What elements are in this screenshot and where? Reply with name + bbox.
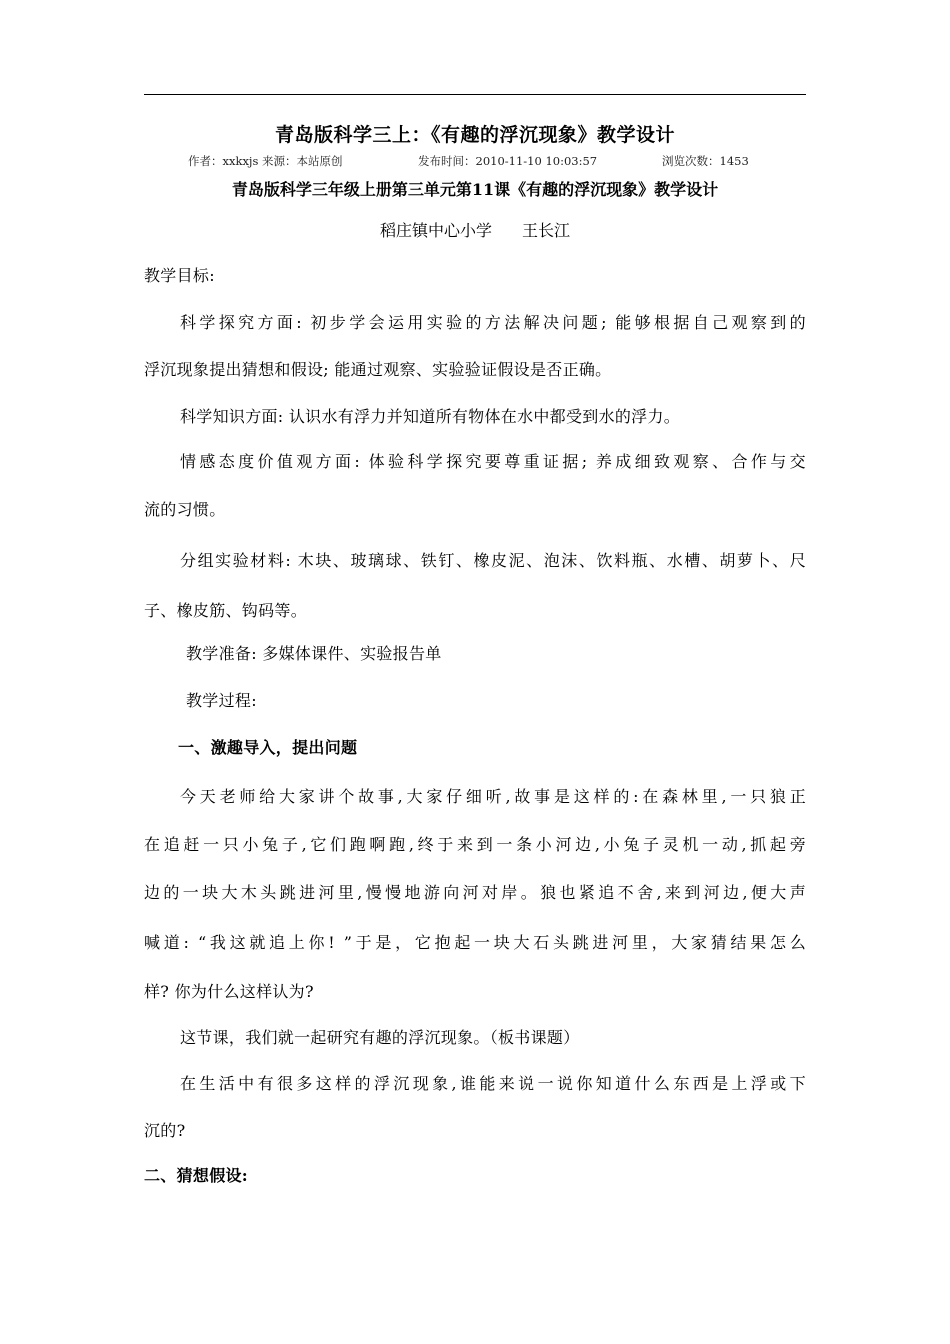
paragraph-line: 子、橡皮筋、钩码等。 <box>144 601 308 620</box>
lesson-subtitle: 青岛版科学三年级上册第三单元第11课《有趣的浮沉现象》教学设计 <box>231 180 719 199</box>
author-line <box>0 218 950 241</box>
paragraph-line: 这节课，我们就一起研究有趣的浮沉现象。（板书课题） <box>180 1028 580 1047</box>
teacher-name: 王长江 <box>522 221 571 240</box>
section-heading: 二、猜想假设: <box>144 1166 249 1185</box>
paragraph-line: 在生活中有很多这样的浮沉现象,谁能来说一说你知道什么东西是上浮或下 <box>180 1074 806 1093</box>
paragraph-line: 流的习惯。 <box>144 500 226 519</box>
paragraph-line: 科学知识方面: 认识水有浮力并知道所有物体在水中都受到水的浮力。 <box>180 407 681 426</box>
meta-published: 发布时间：2010-11-10 10:03:57 <box>418 154 598 168</box>
paragraph-line: 在追赶一只小兔子,它们跑啊跑,终于来到一条小河边,小兔子灵机一动,抓起旁 <box>144 835 806 854</box>
page-title: 青岛版科学三上：《有趣的浮沉现象》教学设计 <box>274 124 675 146</box>
paragraph-line: 科学探究方面: 初步学会运用实验的方法解决问题; 能够根据自己观察到的 <box>180 313 806 332</box>
header-rule <box>144 94 806 95</box>
meta-views: 浏览次数：1453 <box>662 154 749 168</box>
paragraph-line: 浮沉现象提出猜想和假设; 能通过观察、实验验证假设是否正确。 <box>144 360 612 379</box>
paragraph-line: 沉的? <box>144 1121 186 1140</box>
school-name: 稻庄镇中心小学 <box>379 221 492 240</box>
paragraph-line: 边的一块大木头跳进河里,慢慢地游向河对岸。狼也紧追不舍,来到河边,便大声 <box>144 883 806 902</box>
paragraph-line: 分组实验材料: 木块、玻璃球、铁钉、橡皮泥、泡沫、饮料瓶、水槽、胡萝卜、尺 <box>180 551 806 570</box>
meta-author: 作者：xxkxjs 来源：本站原创 <box>188 154 343 168</box>
section-label-process: 教学过程: <box>186 691 257 710</box>
paragraph-line: 情感态度价值观方面: 体验科学探究要尊重证据; 养成细致观察、合作与交 <box>180 452 806 471</box>
paragraph-line: 今天老师给大家讲个故事,大家仔细听,故事是这样的:在森林里,一只狼正 <box>180 787 806 806</box>
paragraph-line: 喊道: “我这就追上你! ”于是，它抱起一块大石头跳进河里，大家猜结果怎么 <box>144 933 806 952</box>
paragraph-line: 样? 你为什么这样认为? <box>144 982 314 1001</box>
section-heading: 一、激趣导入，提出问题 <box>178 738 358 757</box>
paragraph-line: 教学准备: 多媒体课件、实验报告单 <box>186 644 442 663</box>
section-label-goals: 教学目标: <box>144 266 215 285</box>
